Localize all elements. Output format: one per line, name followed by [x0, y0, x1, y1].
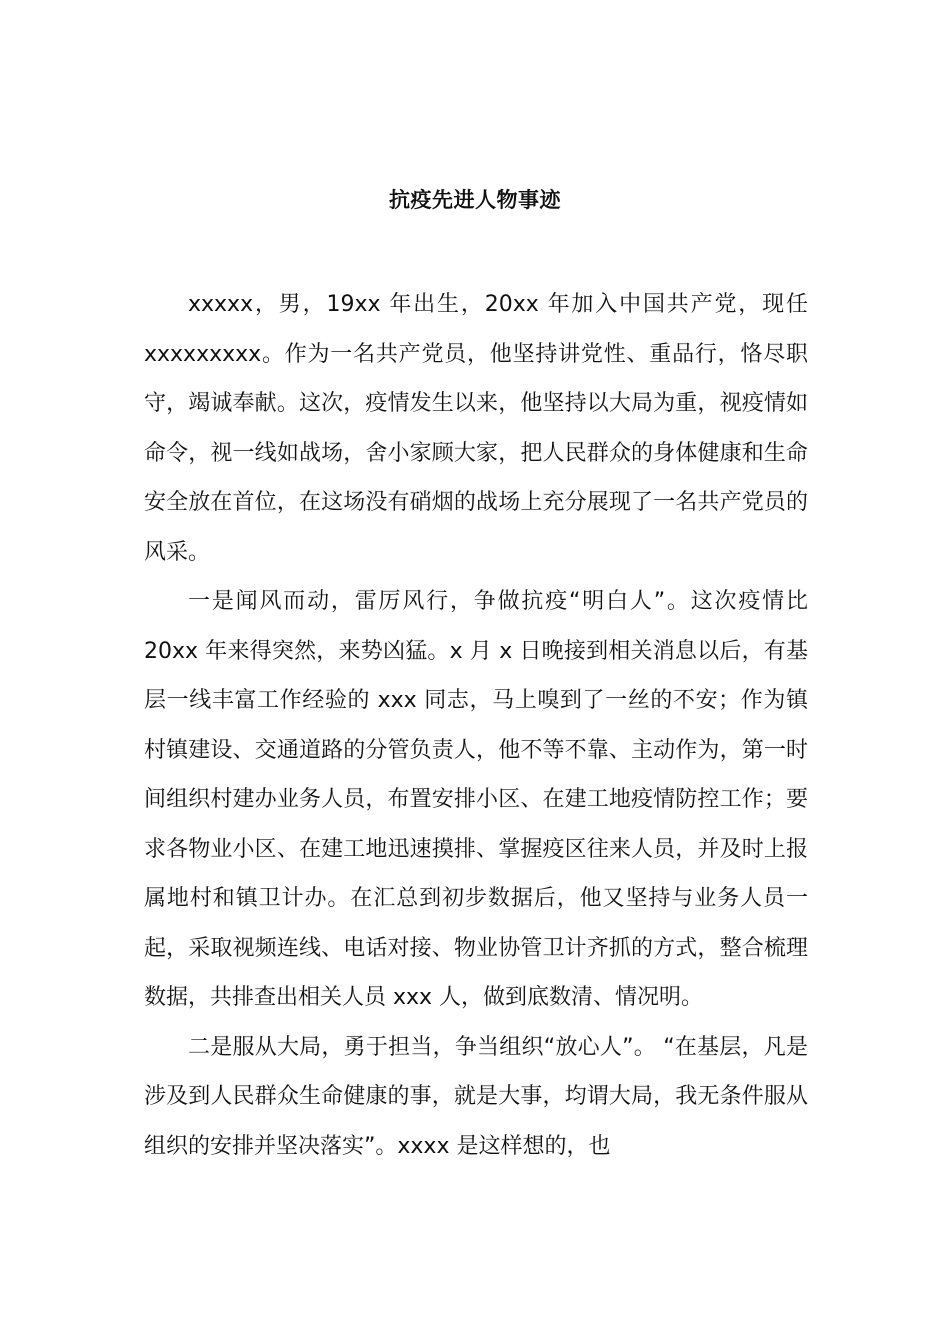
paragraph-second-point: 二是服从大局，勇于担当，争当组织“放心人”。 “在基层，凡是涉及到人民群众生命健康的事，就是大事，均谓大局，我无条件服从组织的安排并坚决落实”。xxxx 是这样想的，也: [144, 1034, 809, 1159]
paragraph-first-point: 一是闻风而动，雷厉风行，争做抗疫“明白人”。这次疫情比 20xx 年来得突然，来势凶猛。x 月 x 日晚接到相关消息以后，有基层一线丰富工作经验的 xxx 同志，马上嗅到了一丝的不安；作为镇村镇建设、交通道路的分管负责人，他不等不靠、主动作为，第一时间组织村建办业务人员，布置安排小区、在建工地疫情防控工作；要求各物业小区、在建工地迅速摸排、掌握疫区往来人员，并及时上报属地村和镇卫计办。在汇总到初步数据后，他又坚持与业务人员一起，采取视频连线、电话对接、物业协管卫计齐抓的方式，整合梳理数据，共排查出相关人员 xxx 人，做到底数清、情况明。: [144, 589, 808, 1010]
document-body: [144, 280, 808, 1171]
paragraph-intro: xxxxx，男，19xx 年出生，20xx 年加入中国共产党，现任 xxxxxxxxx。作为一名共产党员，他坚持讲党性、重品行，恪尽职守，竭诚奉献。这次，疫情发生以来，他坚持以大局为重，视疫情如命令，视一线如战场，舍小家顾大家，把人民群众的身体健康和生命安全放在首位，在这场没有硝烟的战场上充分展现了一名共产党员的风采。: [144, 292, 808, 565]
document-title: 抗疫先进人物事迹: [389, 188, 561, 212]
